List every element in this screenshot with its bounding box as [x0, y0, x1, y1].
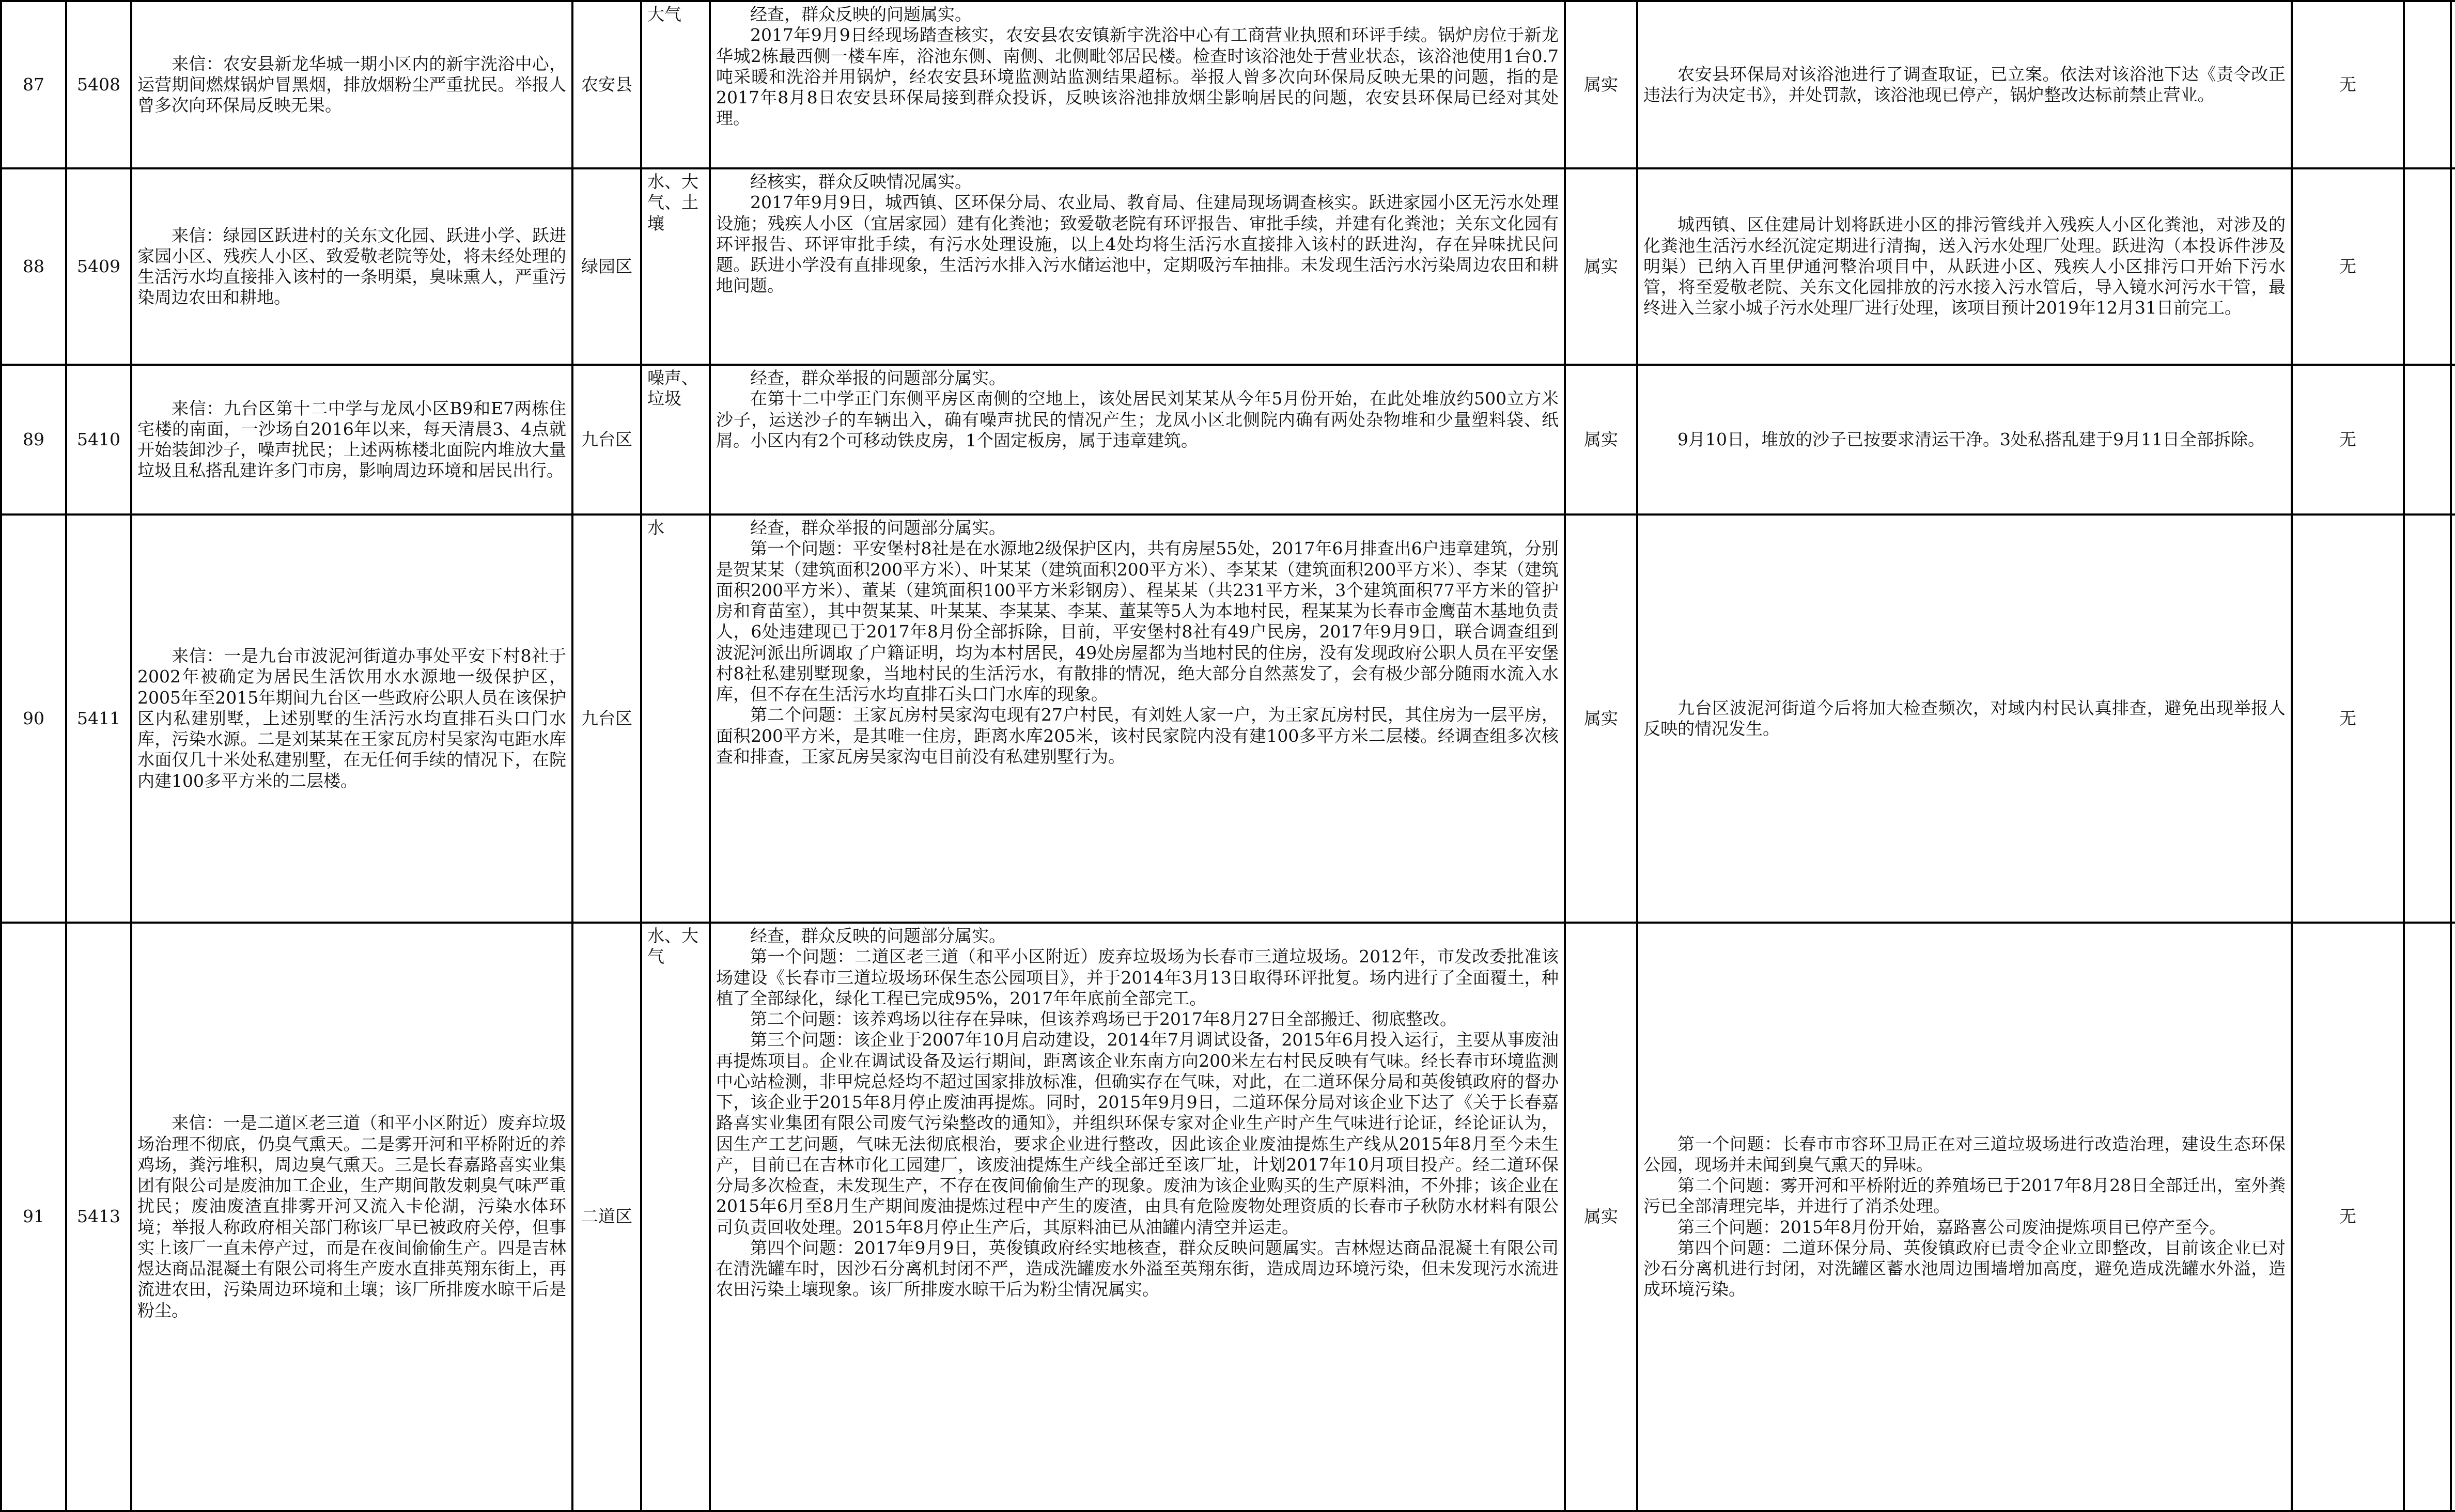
investigation-result-cell-paragraph: 2017年9月9日，城西镇、区环保分局、农业局、教育局、住建局现场调查核实。跃进家园小区无污水处理设施；残疾人小区（宜居家园）建有化粪池；致爱敬老院有环评报告、审批手续，并建有化粪池；关东文化园有环评报告、环评审批手续，有污水处理设施，以上4处均将生活污水直接排入该村的跃进沟，存在异味扰民问题。跃进小学没有直排现象，生活污水排入污水储运池中，定期吸污车抽排。未发现生活污水污染周边农田和耕地问题。 [716, 192, 1559, 296]
district-cell: 农安县 [572, 1, 641, 168]
table-body [1, 1, 2455, 1511]
investigation-result-cell-paragraph: 第二个问题：该养鸡场以往存在异味，但该养鸡场已于2017年8月27日全部搬迁、彻底整改。 [750, 1009, 1457, 1029]
investigation-result-cell-paragraph: 第二个问题：王家瓦房村吴家沟屯现有27户村民，有刘姓人家一户，为王家瓦房村民，其住房为一层平房，面积200平方米，是其唯一住房，距离水库205米，该村民家院内没有建100多平方米二层楼。经调查组多次核查和排查，王家瓦房吴家沟屯目前没有私建别墅行为。 [716, 705, 1559, 767]
complaint-text: 来信：一是二道区老三道（和平小区附近）废弃垃圾场治理不彻底，仍臭气熏天。二是雾开河和平桥附近的养鸡场，粪污堆积，周边臭气熏天。三是长春嘉路喜实业集团有限公司是废油加工企业，生产期间散发刺臭气味严重扰民；废油废渣直排雾开河又流入卡伦湖，污染水体环境；举报人称政府相关部门称该厂早已被政府关停，但事实上该厂一直未停产过，而是在夜间偷偷生产。四是吉林煜达商品混凝土有限公司将生产废水直排英翔东街上，再流进农田，污染周边环境和土壤；该厂所排废水晾干后是粉尘。 [137, 1113, 566, 1320]
investigation-result-cell-paragraph: 第一个问题：二道区老三道（和平小区附近）废弃垃圾场为长春市三道垃圾场。2012年，市发改委批准该场建设《长春市三道垃圾场环保生态公园项目》，并于2014年3月13日取得环评批复。场内进行了全面覆土，种植了全部绿化，绿化工程已完成95%，2017年年底前全部完工。 [716, 946, 1559, 1008]
row-number-cell: 87 [1, 1, 66, 168]
case-id-cell: 5413 [66, 923, 131, 1511]
pollution-category-cell: 水 [641, 515, 710, 923]
investigation-result-cell-paragraph: 第四个问题：2017年9月9日，英俊镇政府经实地核查，群众反映问题属实。吉林煜达商品混凝土有限公司在清洗罐车时，因沙石分离机封闭不严，造成洗罐废水外溢至英翔东街，造成周边环境污染，但未发现污水流进农田污染土壤现象。该厂所排废水晾干后为粉尘情况属实。 [716, 1237, 1559, 1300]
empty-cell-2 [2451, 1, 2455, 168]
complaint-text: 来信：农安县新龙华城一期小区内的新宇洗浴中心，运营期间燃煤锅炉冒黑烟，排放烟粉尘严重扰民。举报人曾多次向环保局反映无果。 [137, 53, 566, 116]
investigation-result-cell [710, 168, 1565, 365]
accountability-cell: 无 [2292, 923, 2404, 1511]
table-row [1, 923, 2455, 1511]
district-cell: 九台区 [572, 365, 641, 515]
empty-cell-2 [2451, 365, 2455, 515]
row-number-cell: 88 [1, 168, 66, 365]
verdict-cell: 属实 [1565, 168, 1637, 365]
handling-action-cell [1637, 365, 2292, 515]
investigation-result-cell-paragraph: 经查，群众举报的问题部分属实。 [750, 368, 1006, 388]
verdict-cell: 属实 [1565, 515, 1637, 923]
handling-action-cell [1637, 923, 2292, 1511]
empty-cell-2 [2451, 923, 2455, 1511]
district-cell: 二道区 [572, 923, 641, 1511]
investigation-result-cell-paragraph: 2017年9月9日经现场踏查核实，农安县农安镇新宇洗浴中心有工商营业执照和环评手续。锅炉房位于新龙华城2栋最西侧一楼车库，浴池东侧、南侧、北侧毗邻居民楼。检查时该浴池处于营业状态，该浴池使用1台0.7吨采暖和洗浴并用锅炉，经农安县环境监测站监测结果超标。举报人曾多次向环保局反映无果的问题，指的是2017年8月8日农安县环保局接到群众投诉，反映该浴池排放烟尘影响居民的问题，农安县环保局已经对其处理。 [716, 25, 1559, 129]
empty-cell-2 [2451, 515, 2455, 923]
complaint-text: 来信：绿园区跃进村的关东文化园、跃进小学、跃进家园小区、残疾人小区、致爱敬老院等处，将未经处理的生活污水均直接排入该村的一条明渠，臭味熏人，严重污染周边农田和耕地。 [137, 225, 566, 308]
handling-action-cell [1637, 168, 2292, 365]
accountability-cell: 无 [2292, 515, 2404, 923]
row-number-cell: 89 [1, 365, 66, 515]
accountability-cell: 无 [2292, 1, 2404, 168]
pollution-category-cell: 噪声、垃圾 [641, 365, 710, 515]
accountability-cell: 无 [2292, 365, 2404, 515]
empty-cell-1 [2404, 365, 2451, 515]
empty-cell-1 [2404, 168, 2451, 365]
pollution-category-cell: 水、大气 [641, 923, 710, 1511]
investigation-result-cell-paragraph: 经查，群众举报的问题部分属实。 [750, 518, 1006, 538]
case-id-cell: 5408 [66, 1, 131, 168]
empty-cell-1 [2404, 923, 2451, 1511]
complaint-cell [131, 923, 572, 1511]
handling-action-cell-paragraph: 城西镇、区住建局计划将跃进小区的排污管线并入残疾人小区化粪池，对涉及的化粪池生活污水经沉淀定期进行清掏，送入污水处理厂处理。跃进沟（本投诉件涉及明渠）已纳入百里伊通河整治项目中，从跃进小区、残疾人小区排污口开始下污水管，将至爱敬老院、关东文化园排放的污水接入污水管后，导入镜水河污水干管，最终进入兰家小城子污水处理厂进行处理，该项目预计2019年12月31日前完工。 [1643, 214, 2286, 318]
handling-action-cell-paragraph: 第二个问题：雾开河和平桥附近的养殖场已于2017年8月28日全部迁出，室外粪污已全部清理完毕，并进行了消杀处理。 [1643, 1175, 2286, 1217]
verdict-cell: 属实 [1565, 923, 1637, 1511]
investigation-result-cell-paragraph: 经查，群众反映的问题部分属实。 [750, 926, 1006, 946]
empty-cell-1 [2404, 515, 2451, 923]
case-id-cell: 5409 [66, 168, 131, 365]
handling-action-cell-paragraph: 九台区波泥河街道今后将加大检查频次，对域内村民认真排查，避免出现举报人反映的情况发生。 [1643, 697, 2286, 739]
table-row [1, 168, 2455, 365]
row-number-cell: 91 [1, 923, 66, 1511]
complaint-text: 来信：一是九台市波泥河街道办事处平安下村8社于2002年被确定为居民生活饮用水水源地一级保护区，2005年至2015年期间九台区一些政府公职人员在该保护区内私建别墅，上述别墅的生活污水均直排石头口门水库，污染水源。二是刘某某在王家瓦房村吴家沟屯距水库水面仅几十米处私建别墅，在无任何手续的情况下，在院内建100多平方米的二层楼。 [137, 646, 566, 791]
pollution-category-cell: 水、大气、土壤 [641, 168, 710, 365]
handling-action-cell-paragraph: 9月10日，堆放的沙子已按要求清运干净。3处私搭乱建于9月11日全部拆除。 [1677, 429, 2265, 449]
verdict-cell: 属实 [1565, 1, 1637, 168]
district-cell: 九台区 [572, 515, 641, 923]
district-cell: 绿园区 [572, 168, 641, 365]
empty-cell-2 [2451, 168, 2455, 365]
case-id-cell: 5410 [66, 365, 131, 515]
case-id-cell: 5411 [66, 515, 131, 923]
complaint-cell [131, 168, 572, 365]
complaint-cell [131, 515, 572, 923]
complaint-text: 来信：九台区第十二中学与龙凤小区B9和E7两栋住宅楼的南面，一沙场自2016年以来，每天清晨3、4点就开始装卸沙子，噪声扰民；上述两栋楼北面院内堆放大量垃圾且私搭乱建许多门市房，影响周边环境和居民出行。 [137, 398, 566, 481]
handling-action-cell [1637, 515, 2292, 923]
row-number-cell: 90 [1, 515, 66, 923]
table-row [1, 1, 2455, 168]
investigation-result-cell-paragraph: 第三个问题：该企业于2007年10月启动建设，2014年7月调试设备，2015年6月投入运行，主要从事废油再提炼项目。企业在调试设备及运行期间，距离该企业东南方向200米左右村民反映有气味。经长春市环境监测中心站检测，非甲烷总烃均不超过国家排放标准，但确实存在气味，对此，在二道环保分局和英俊镇政府的督办下，该企业于2015年8月停止废油再提炼。同时，2015年9月9日，二道环保分局对该企业下达了《关于长春嘉路喜实业集团有限公司废气污染整改的通知》，并组织环保专家对企业生产时产生气味进行论证，经论证认为，因生产工艺问题，气味无法彻底根治，要求企业进行整改，因此该企业废油提炼生产线从2015年8月至今未生产，目前已在吉林市化工园建厂，该废油提炼生产线全部迁至该厂址，计划2017年10月项目投产。经二道环保分局多次检查，未发现生产，不存在夜间偷偷生产的现象。废油为该企业购买的生产原料油，不外排；该企业在2015年6月至8月生产期间废油提炼过程中产生的废渣，由具有危险废物处理资质的长春市子秋防水材料有限公司负责回收处理。2015年8月停止生产后，其原料油已从油罐内清空并运走。 [716, 1030, 1559, 1237]
investigation-result-cell [710, 365, 1565, 515]
investigation-result-cell [710, 923, 1565, 1511]
handling-action-cell-paragraph: 第四个问题：二道环保分局、英俊镇政府已责令企业立即整改，目前该企业已对沙石分离机进行封闭，对洗罐区蓄水池周边围墙增加高度，避免造成洗罐水外溢，造成环境污染。 [1643, 1237, 2286, 1300]
verdict-cell: 属实 [1565, 365, 1637, 515]
empty-cell-1 [2404, 1, 2451, 168]
handling-action-cell [1637, 1, 2292, 168]
investigation-result-cell-paragraph: 第一个问题：平安堡村8社是在水源地2级保护区内，共有房屋55处，2017年6月排查出6户违章建筑，分别是贺某某（建筑面积200平方米）、叶某某（建筑面积200平方米）、李某某（建筑面积200平方米）、李某（建筑面积200平方米）、董某（建筑面积100平方米彩钢房）、程某某（共231平方米，3个建筑面积77平方米的管护房和育苗室），其中贺某某、叶某某、李某某、李某、董某等5人为本地村民，程某某为长春市金鹰苗木基地负责人，6处违建现已于2017年8月份全部拆除，目前，平安堡村8社有49户民房，2017年9月9日，联合调查组到波泥河派出所调取了户籍证明，均为本村居民，49处房屋都为当地村民的住房，没有发现政府公职人员在平安堡村8社私建别墅现象，当地村民的生活污水，有散排的情况，绝大部分自然蒸发了，会有极少部分随雨水流入水库，但不存在生活污水均直排石头口门水库的现象。 [716, 538, 1559, 704]
table-row [1, 365, 2455, 515]
pollution-category-cell: 大气 [641, 1, 710, 168]
handling-action-cell-paragraph: 第三个问题：2015年8月份开始，嘉路喜公司废油提炼项目已停产至今。 [1677, 1217, 2226, 1237]
complaint-cell [131, 365, 572, 515]
accountability-cell: 无 [2292, 168, 2404, 365]
handling-action-cell-paragraph: 第一个问题：长春市市容环卫局正在对三道垃圾场进行改造治理，建设生态环保公园，现场并未闻到臭气熏天的异味。 [1643, 1133, 2286, 1175]
table-row [1, 515, 2455, 923]
complaint-cell [131, 1, 572, 168]
handling-action-cell-paragraph: 农安县环保局对该浴池进行了调查取证，已立案。依法对该浴池下达《责令改正违法行为决定书》，并处罚款，该浴池现已停产，锅炉整改达标前禁止营业。 [1643, 64, 2286, 105]
investigation-result-cell [710, 515, 1565, 923]
investigation-result-cell [710, 1, 1565, 168]
investigation-result-cell-paragraph: 经查，群众反映的问题属实。 [750, 4, 972, 24]
investigation-result-cell-paragraph: 在第十二中学正门东侧平房区南侧的空地上，该处居民刘某某从今年5月份开始，在此处堆放约500立方米沙子，运送沙子的车辆出入，确有噪声扰民的情况产生；龙凤小区北侧院内确有两处杂物堆和少量塑料袋、纸屑。小区内有2个可移动铁皮房，1个固定板房，属于违章建筑。 [716, 388, 1559, 450]
investigation-result-cell-paragraph: 经核实，群众反映情况属实。 [750, 172, 972, 192]
